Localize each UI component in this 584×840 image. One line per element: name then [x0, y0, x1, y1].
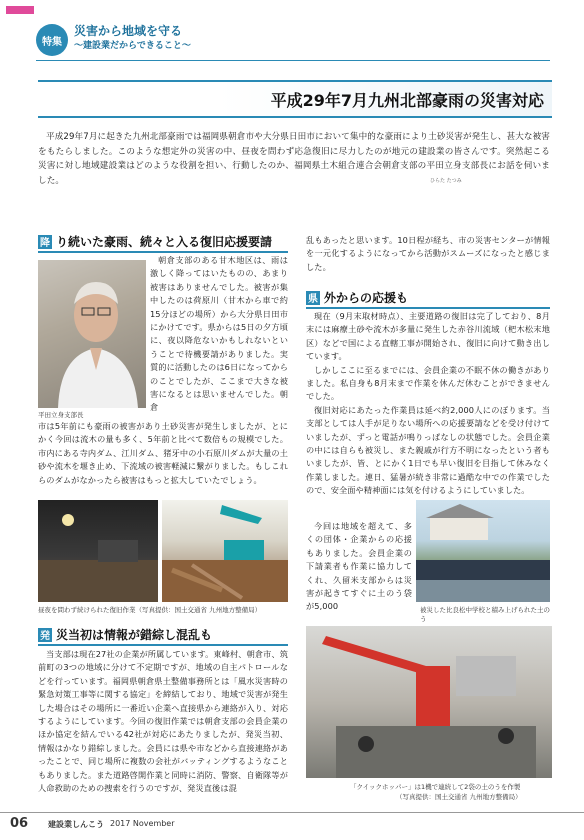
night-work-photo: [38, 500, 158, 602]
section1-text-right: [150, 254, 288, 415]
section1-para-right: 朝倉支部のある甘木地区は、雨は激しく降ってはいたものの、あまり被害はありませんでした。被害が集中したのは荷原川（甘木から車で約15分ほどの場所）から大分県日田市にかけてです。県からは5日の夕方頃に、夜以降危ないかもしれないということで待機要請がありました。実質的に活動したのは6日になってからのことでしたが、ここまで大きな被害になるとは思いませんでした。朝倉: [150, 255, 288, 413]
banner-title: 平成29年7月九州北部豪雨の災害対応: [270, 91, 544, 110]
header-subtitle: 〜建設業だからできること〜: [74, 41, 191, 51]
header-title: 災害から地域を守る: [74, 24, 183, 38]
school-photo: [416, 500, 550, 602]
night-work-illustration: [38, 500, 158, 602]
section2-text: [38, 648, 288, 795]
section3-p4: 今回は地域を超えて、多くの団体・企業からの応援もありました。会員企業の下請業者も作業に協力してくれ、久留米支部からは災害が起きてすぐに土のう袋が5,000: [306, 521, 412, 612]
school-illustration: [416, 500, 550, 602]
footer-issue: 2017 November: [110, 819, 175, 828]
section2-rule: [38, 644, 288, 646]
pink-tab: [6, 6, 34, 14]
section3-text-narrow: [306, 520, 412, 614]
footer-rule: [0, 812, 584, 813]
section2-title: 災当初は情報が錯綜し混乱も: [56, 628, 213, 642]
section2-heading: [38, 626, 288, 643]
right-top-para: 乱もあったと思います。10日程が経ち、市の災害センターが情報を一元化するようになってから活動がスムーズになったと感じました。: [306, 235, 550, 272]
person-caption: 平田立身支部長: [38, 411, 84, 419]
caption-school: 被災した比良松中学校と積み上げられた土のう: [420, 606, 550, 623]
section3-p1: 現在（9月末取材時点）、主要道路の復旧は完了しており、8月末には麻療土砂や流木が多量に発生した赤谷川流域（杷木松末地区）などで国による直轄工事が開始され、復旧に向けて動き出しています。: [306, 311, 550, 362]
footer-magazine: 建設業しんこう: [48, 820, 104, 829]
caption-night-work: 昼夜を問わず続けられた復旧作業（写真提供：国土交通省 九州地方整備局）: [38, 606, 262, 614]
quick-hopper-illustration: [306, 626, 552, 778]
page-number: 06: [10, 816, 29, 831]
section3-heading: [306, 289, 550, 306]
lead-ruby: ひらた たつみ: [430, 178, 462, 184]
caption-hopper-2: （写真提供：国土交通省 九州地方整備局）: [396, 793, 522, 801]
section1-title: り続いた豪雨、続々と入る復旧応援要請: [56, 235, 273, 249]
right-top-text: [306, 234, 550, 274]
section3-p2: しかしここに至るまでには、会員企業の不眠不休の働きがありました。私自身も8月末まで作業を休んだ休むことができませんでした。: [306, 364, 550, 402]
lead-text: 平成29年7月に起きた九州北部豪雨では福岡県朝倉市や大分県日田市において集中的な豪雨により土砂災害が発生し、甚大な被害をもたらしました。このような想定外の災害の中、昼夜を問わず応急復旧に尽力したのが地元の建設業の皆さんです。突然起こる災害に対し地域建設業はどのような役割を担い、行動したのか、福岡県土木組合連合会朝倉支部の平田立身支部長にお話を伺いました。: [38, 132, 550, 186]
person-illustration: [38, 260, 146, 408]
person-photo: [38, 260, 146, 408]
excavator-photo: [162, 500, 288, 602]
lead-paragraph: [38, 130, 550, 188]
section2-body: 当支部は現在27社の企業が所属しています。東峰村、朝倉市、筑前町の3つの地域に分けて不定期ですが、地域の自主パトロールなどを行っています。福岡県朝倉県土整備事務所とは「風水災害時の緊急対策工事等に関する協定」を締結しており、地域で災害が発生した場合はその場所に一番近い企業へ直接県から連絡が入り、対応するようにしています。今回の復旧作業では朝倉支部の会員企業のほか協定を結んでいる42社が対応にあたりましたが、発災当初、情報はかなり錯綜しました。会員には県や市などから直接連絡があったことで、同じ場所に複数の会社がバッティングするようなこともありました。また道路啓開作業と同時に消防、警察、自衛隊等が人命救助のための捜索を行うのですが、発災直後は混: [38, 649, 289, 794]
section3-title: 外からの応援も: [324, 291, 409, 305]
section1-text-full: [38, 420, 288, 487]
header-rule: [36, 60, 550, 61]
section3-text: [306, 310, 550, 498]
feature-badge: [36, 24, 68, 56]
section1-rule: [38, 251, 288, 253]
section2-mark: 発: [38, 628, 52, 642]
quick-hopper-photo: [306, 626, 552, 778]
section3-rule: [306, 307, 550, 309]
section3-mark: 県: [306, 291, 320, 305]
caption-hopper-1: 「クイックホッパー」は1機で連続して2袋の土のうを作製: [350, 783, 521, 791]
banner: [38, 80, 552, 118]
section1-para-full: 市は5年前にも豪雨の被害があり土砂災害が発生しましたが、とにかく今回は流木の量も多く、5年前と比べて数倍もの規模でした。市内にある寺内ダム、江川ダム、猪牙中の小石原川ダムが大量の土砂や流木を堰き止め、下流域の被害軽減に繋がりました。もしこれらのダムがなかったら被害はもっと拡大していたでしょう。: [38, 421, 288, 485]
section1-mark: 降: [38, 235, 52, 249]
badge-label: 特集: [42, 36, 62, 48]
section3-p3: 復旧対応にあたった作業員は延べ約2,000人にのぼります。当支部としては人手が足りない場所への応援要請などを受け付けていましたが、ずっと電話が鳴りっぱなしの状態でした。会員企業の中には自らも被災し、また親戚が行方不明になったという者もいましたが、皆、とにかく1日でも早い復旧を目指して休みなく作業しました。連日、猛暑が続き非常に過酷な中での作業でしたので、安全面や精神面には気を付けるようにしていました。: [306, 404, 550, 496]
section1-heading: [38, 233, 288, 250]
excavator-illustration: [162, 500, 288, 602]
